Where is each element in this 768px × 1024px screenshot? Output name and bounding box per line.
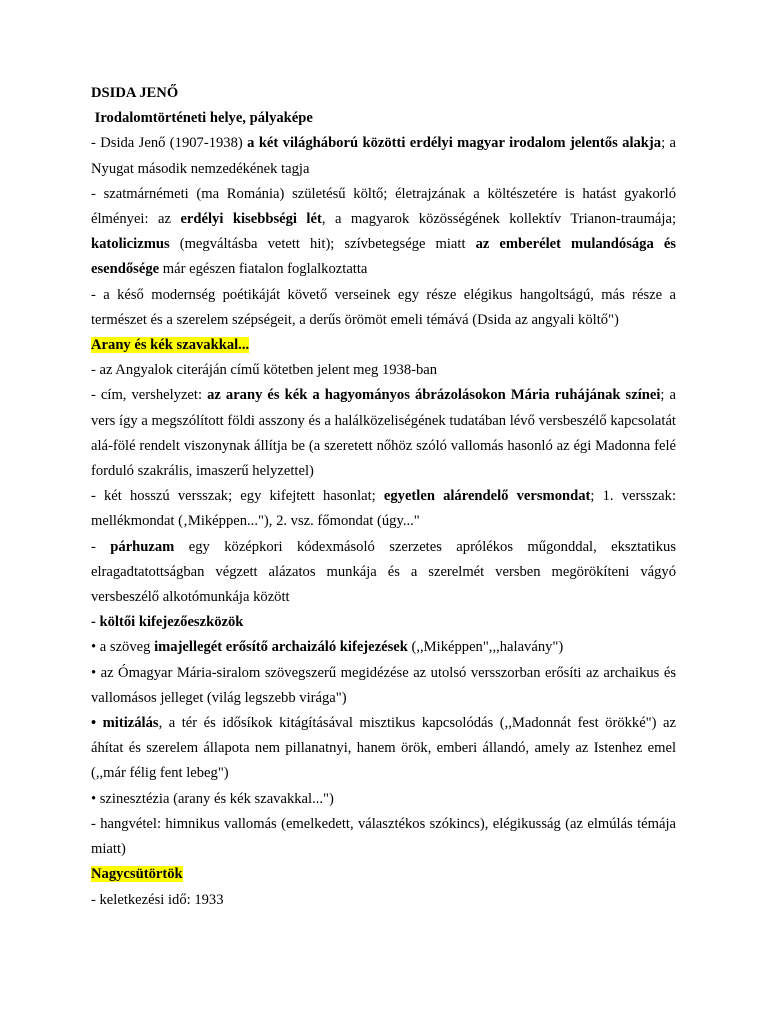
text-run: (,,Miképpen",,,halavány"): [407, 639, 564, 656]
bold-text-run: katolicizmus: [91, 236, 170, 253]
text-run: - Dsida Jenő (1907-1938): [91, 135, 248, 152]
text-run: , a tér és idősíkok kitágításával misztikus kapcsolódás (,,Madonnát fest örökké") az áhítat és szerelem állapota nem pillanatnyi, hanem örök, emberi állandó, amely az Istenhez emel (,,már félig fent lebeg"): [91, 715, 676, 782]
bold-text-run: erdélyi kisebbségi lét: [180, 211, 322, 228]
paragraph-11: [91, 711, 676, 787]
paragraph-2: [91, 182, 676, 283]
text-run: ; a Nyugat második nemzedékének tagja: [91, 135, 676, 177]
paragraph-10: • az Ómagyar Mária-siralom szövegszerű megidézése az utolsó versszorban erősíti az archaikus és vallomásos jelleget (világ legszebb virága"): [91, 664, 676, 706]
paragraph-8: - költői kifejezőeszközök: [91, 614, 244, 631]
paragraph-3: - a késő modernség poétikáját követő verseinek egy része elégikus hangoltságú, más része a természet és a szerelem szépségeit, a derűs örömöt emeli témává (Dsida az angyali költő"): [91, 286, 676, 328]
text-run: egy középkori kódexmásoló szerzetes aprólékos műgonddal, eksztatikus elragadtatottságban végzett alázatos munkája és a szerelmét versben megörökíteni vágyó versbeszélő alkotómunkája között: [91, 538, 677, 606]
bold-text-run: a két világháború közötti erdélyi magyar irodalom jelentős alakja: [247, 135, 662, 152]
text-run: ; a vers így a megszólított földi asszony és a halálközeliségének tudatában lévő versbeszélő kapcsolatát alá-fölé rendelt viszonynak állítja be (a szeretett nőhöz szóló vallomás hasonló az égi Madonna felé forduló szakrális, imaszerű helyzettel): [91, 387, 676, 480]
paragraph-9: [91, 635, 676, 660]
paragraph-6: [91, 484, 676, 534]
section-heading-nagycsutortok: Nagycsütörtök: [91, 866, 183, 883]
paragraph-5: [91, 383, 676, 484]
paragraph-7: [91, 535, 676, 611]
bold-text-run: egyetlen alárendelő versmondat: [383, 488, 591, 505]
doc-title: DSIDA JENŐ: [91, 85, 179, 101]
bold-text-run: párhuzam: [110, 538, 175, 555]
bold-text-run: • mitizálás: [91, 715, 159, 732]
bold-text-run: az emberélet mulandósága és esendősége: [91, 236, 676, 278]
paragraph-13: - hangvétel: himnikus vallomás (emelkedett, választékos szókincs), elégikusság (az elmúlás témája miatt): [91, 815, 676, 858]
text-run: már egészen fiatalon foglalkoztatta: [159, 261, 368, 278]
text-run: , a magyarok közösségének kollektív Trianon-traumája;: [321, 211, 676, 228]
text-run: -: [91, 538, 111, 555]
text-run: - két hosszú versszak; egy kifejtett hasonlat;: [91, 488, 384, 505]
text-run: ; 1. versszak: mellékmondat (‚Miképpen..."), 2. vsz. főmondat (úgy...": [91, 488, 676, 530]
paragraph-12: • szinesztézia (arany és kék szavakkal..."): [91, 790, 334, 807]
document-page: [91, 81, 676, 913]
paragraph-4: - az Angyalok citeráján című kötetben jelent meg 1938-ban: [91, 362, 438, 379]
text-run: • a szöveg: [91, 639, 155, 656]
doc-subtitle: Irodalomtörténeti helye, pályaképe: [91, 110, 313, 127]
section-heading-arany: Arany és kék szavakkal...: [91, 337, 250, 354]
paragraph-1: [91, 131, 676, 181]
text-run: - szatmárnémeti (ma Románia) születésű költő; életrajzának a költészetére is hatást gyakorló élményei: az: [91, 185, 676, 228]
bold-text-run: imajellegét erősítő archaizáló kifejezések: [154, 639, 408, 656]
text-run: (megváltásba vetett hit); szívbetegsége miatt: [169, 236, 476, 253]
text-run: - cím, vershelyzet:: [91, 387, 208, 404]
paragraph-14: - keletkezési idő: 1933: [91, 891, 224, 908]
bold-text-run: az arany és kék a hagyományos ábrázolásokon Mária ruhájának színei: [207, 387, 661, 404]
